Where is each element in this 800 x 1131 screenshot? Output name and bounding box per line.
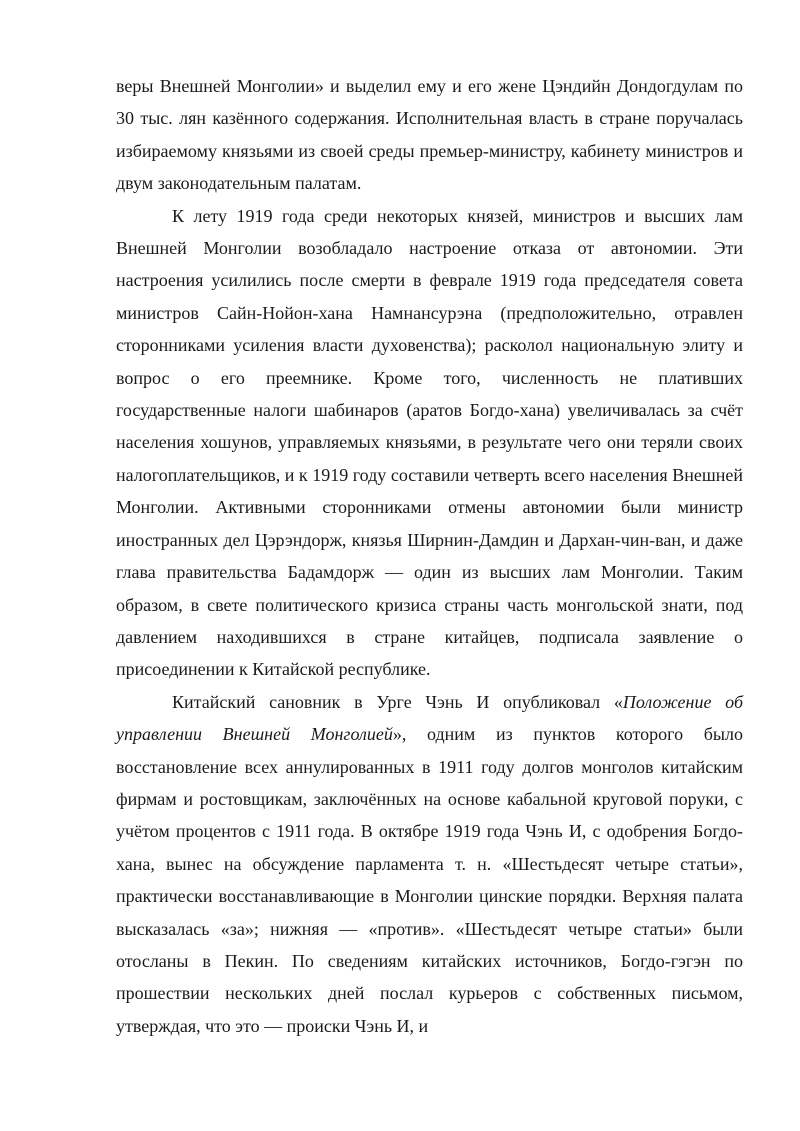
paragraph-2: К лету 1919 года среди некоторых князей, министров и высших лам Внешней Монголии возобладало настроение отказа от автономии. Эти настроения усилились после смерти в феврале 1919 года председателя совета министров Сайн-Нойон-хана Намнансурэна (предположительно, отравлен сторонниками усиления власти духовенства); расколол национальную элиту и вопрос о его преемнике. Кроме того, численность не плативших государственные налоги шабинаров (аратов Богдо-хана) увеличивалась за счёт населения хошунов, управляемых князьями, в результате чего они теряли своих налогоплательщиков, и к 1919 году составили четверть всего населения Внешней Монголии. Активными сторонниками отмены автономии были министр иностранных дел Цэрэндорж, князья Ширнин-Дамдин и Дархан-чин-ван, и даже глава правительства Бадамдорж — один из высших лам Монголии. Таким образом, в свете политического кризиса страны часть монгольской знати, под давлением находившихся в стране китайцев, подписала заявление о присоединении к Китайской республике. xyxy=(116,205,743,680)
document-body xyxy=(116,70,743,1042)
paragraph-3-text-before: Китайский сановник в Урге Чэнь И опубликовал « xyxy=(172,691,623,712)
italic-document-title: Положение об управлении Внешней Монголией xyxy=(116,691,743,745)
paragraph-1: веры Внешней Монголии» и выделил ему и его жене Цэндийн Дондогдулам по 30 тыс. лян казённого содержания. Исполнительная власть в стране поручалась избираемому князьями из своей среды премьер-министру, кабинету министров и двум законодательным палатам. xyxy=(116,76,743,194)
paragraph-3 xyxy=(116,686,743,1042)
paragraph-3-text-after: », одним из пунктов которого было восстановление всех аннулированных в 1911 году долгов монголов китайским фирмам и ростовщикам, заключённых на основе кабальной круговой поруки, с учётом процентов с 1911 года. В октябре 1919 года Чэнь И, с одобрения Богдо-хана, вынес на обсуждение парламента т. н. «Шестьдесят четыре статьи», практически восстанавливающие в Монголии цинские порядки. Верхняя палата высказалась «за»; нижняя — «против». «Шестьдесят четыре статьи» были отосланы в Пекин. По сведениям китайских источников, Богдо-гэгэн по прошествии нескольких дней послал курьеров с собственных письмом, утверждая, что это — происки Чэнь И, и xyxy=(116,724,743,1036)
